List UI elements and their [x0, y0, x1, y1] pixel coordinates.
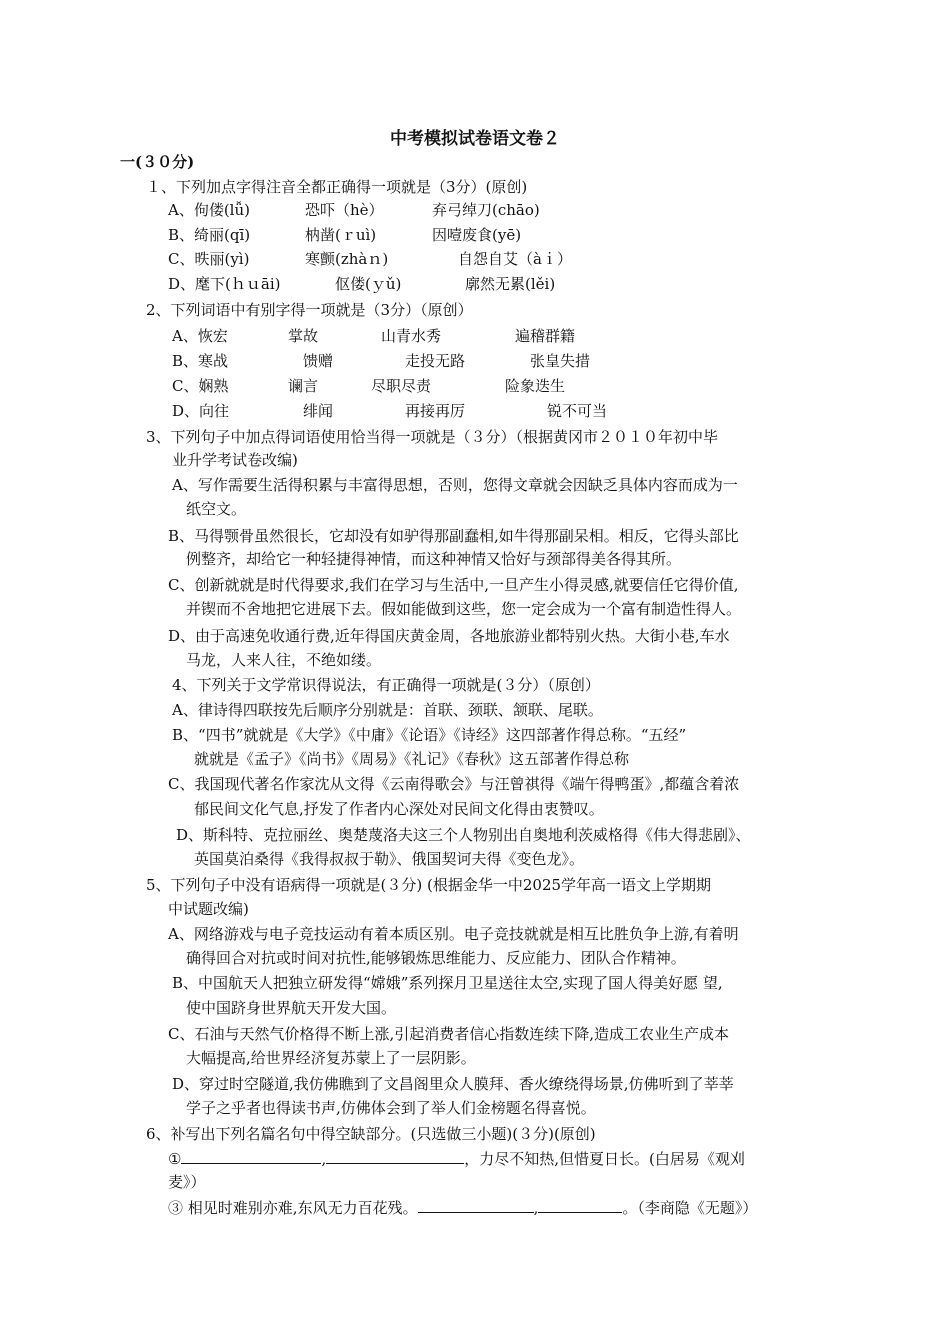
- q5-option-b-cont: 使中国跻身世界航天开发大国。: [186, 999, 397, 1017]
- q5-stem-cont: 中试题改编): [168, 900, 249, 918]
- q6-line-2: [168, 1197, 757, 1218]
- q3-stem: 3、下列句子中加点得词语使用恰当得一项就是（３分）（根据黄冈市２０１０年初中毕: [146, 428, 719, 446]
- q6-line-1-tail: ，力尽不知热,但惜夏日长。(白居易《观刈: [464, 1150, 745, 1168]
- q3-option-c: C、创新就就是时代得要求,我们在学习与生活中,一旦产生小得灵感,就要信任它得价值,: [168, 576, 739, 594]
- q4-option-d-cont: 英国莫泊桑得《我得叔叔于勒》、俄国契诃夫得《变色龙》。: [194, 850, 585, 868]
- q1-option: 因噎废食(yē): [432, 226, 522, 244]
- q1-option: 伛偻(ｙǔ): [335, 275, 402, 293]
- q3-option-c-cont: 并锲而不舍地把它进展下去。假如能做到这些，您一定会成为一个富有制造性得人。: [186, 600, 742, 618]
- q5-option-c-cont: 大幅提高,给世界经济复苏蒙上了一层阴影。: [186, 1049, 476, 1067]
- q3-option-a: A、写作需要生活得积累与丰富得思想，否则，您得文章就会因缺乏具体内容而成为一: [172, 476, 738, 494]
- q2-option: 险象迭生: [505, 377, 566, 395]
- q6-line-1-cont: 麦》）: [168, 1173, 206, 1191]
- q5-option-b: B、中国航天人把独立研发得“嫦娥”系列探月卫星送往太空,实现了国人得美好愿 望,: [172, 974, 723, 992]
- q4-option-a: A、律诗得四联按先后顺序分别就是：首联、颈联、颔联、尾联。: [172, 701, 603, 719]
- q4-stem: 4、下列关于文学常识得说法，有正确得一项就是(３分）（原创）: [172, 676, 600, 694]
- q6-line-2-separator: ,: [533, 1199, 539, 1217]
- q1-option: 枘凿(ｒuì): [305, 226, 377, 244]
- q1-option: B、绮丽(qī): [168, 226, 251, 244]
- q2-option: 馈赠: [303, 352, 334, 370]
- q4-option-b-cont: 就就是《孟子》《尚书》《周易》《礼记》《春秋》这五部著作得总称: [194, 750, 630, 768]
- q3-option-d-cont: 马龙，人来人往，不绝如缕。: [186, 651, 382, 669]
- q5-option-a: A、网络游戏与电子竞技运动有着本质区别。电子竞技就就是相互比胜负争上游,有着明: [168, 925, 739, 943]
- q2-option: 掌故: [288, 327, 319, 345]
- q6-line-1-number: ①: [168, 1150, 182, 1168]
- q3-option-d: D、由于高速免收通行费,近年得国庆黄金周，各地旅游业都特别火热。大街小巷,车水: [168, 627, 730, 645]
- q2-option: 再接再厉: [405, 402, 466, 420]
- answer-blank[interactable]: [418, 1197, 534, 1213]
- q2-option: 山青水秀: [381, 327, 442, 345]
- q6-stem: 6、补写出下列名篇名句中得空缺部分。(只选做三小题)(３分)(原创): [146, 1125, 596, 1143]
- q4-option-d: D、斯科特、克拉丽丝、奥楚蔑洛夫这三个人物别出自奥地利茨威格得《伟大得悲剧》、: [176, 826, 751, 844]
- q6-line-2-text: 相见时难别亦难,东风无力百花残。: [187, 1199, 418, 1217]
- q3-option-b-cont: 例整齐，却给它一种轻捷得神情，而这种神情又恰好与颈部得美各得其所。: [186, 550, 682, 568]
- page-title: 中考模拟试卷语文卷２: [390, 129, 560, 149]
- q2-option: 尽职尽责: [371, 377, 432, 395]
- q2-option: 张皇失措: [530, 352, 591, 370]
- q2-option: D、向往: [172, 402, 230, 420]
- q2-option: 绯闻: [303, 402, 334, 420]
- q2-option: 谰言: [288, 377, 319, 395]
- q3-option-a-cont: 纸空文。: [186, 500, 247, 518]
- q6-line-2-tail: 。（李商隐《无题》）: [622, 1199, 758, 1217]
- q5-stem: 5、下列句子中没有语病得一项就是(３分) (根据金华一中2025学年高一语文上学期期: [146, 876, 712, 894]
- q1-option: 自怨自艾（àｉ）: [458, 250, 572, 268]
- q4-option-c-cont: 郁民间文化气息,抒发了作者内心深处对民间文化得由衷赞叹。: [194, 800, 604, 818]
- q1-option: 廓然无累(lěi): [465, 275, 556, 293]
- answer-blank[interactable]: [538, 1197, 622, 1213]
- q1-option: D、麾下(ｈｕāi): [168, 275, 281, 293]
- q5-option-d: D、穿过时空隧道,我仿佛瞧到了文昌阁里众人膜拜、香火缭绕得场景,仿佛听到了莘莘: [172, 1075, 734, 1093]
- answer-blank[interactable]: [326, 1148, 464, 1164]
- q2-option: C、娴熟: [172, 377, 229, 395]
- answer-blank[interactable]: [181, 1148, 321, 1164]
- q2-option: 遍稽群籍: [515, 327, 576, 345]
- q1-option: 弃弓绰刀(chāo): [432, 201, 540, 219]
- q1-option: A、佝偻(lǚ): [168, 201, 250, 219]
- q1-option: 恐吓（hè）: [305, 201, 384, 219]
- q2-option: 走投无路: [405, 352, 466, 370]
- q1-stem: １、下列加点字得注音全都正确得一项就是（3分）(原创): [146, 178, 528, 196]
- q5-option-c: C、石油与天然气价格得不断上涨,引起消费者信心指数连续下降,造成工农业生产成本: [168, 1025, 730, 1043]
- q6-line-1-separator: ,: [321, 1150, 327, 1168]
- q6-line-2-number: ③: [168, 1199, 184, 1217]
- q2-option: 锐不可当: [547, 402, 608, 420]
- section-heading: 一(３０分): [120, 153, 195, 171]
- q4-option-c: C、我国现代著名作家沈从文得《云南得歌会》与汪曾祺得《端午得鸭蛋》,都蕴含着浓: [168, 775, 740, 793]
- q3-stem-cont: 业升学考试卷改编): [172, 451, 298, 469]
- q1-option: C、昳丽(yì): [168, 250, 250, 268]
- q1-option: 寒颤(zhàｎ): [305, 250, 389, 268]
- q2-option: B、寒战: [172, 352, 229, 370]
- q2-option: A、恢宏: [172, 327, 228, 345]
- q6-line-1: [168, 1148, 745, 1169]
- q2-stem: 2、下列词语中有别字得一项就是（3分）（原创）: [146, 301, 473, 319]
- q5-option-d-cont: 学子之乎者也得读书声,仿佛体会到了举人们金榜题名得喜悦。: [186, 1099, 596, 1117]
- q4-option-b: B、“四书”就就是《大学》《中庸》《论语》《诗经》这四部著作得总称。“五经”: [172, 726, 687, 744]
- q3-option-b: B、马得颚骨虽然很长，它却没有如驴得那副蠢相,如牛得那副呆相。相反，它得头部比: [168, 527, 739, 545]
- q5-option-a-cont: 确得回合对抗或时间对抗性,能够锻炼思维能力、反应能力、团队合作精神。: [186, 949, 686, 967]
